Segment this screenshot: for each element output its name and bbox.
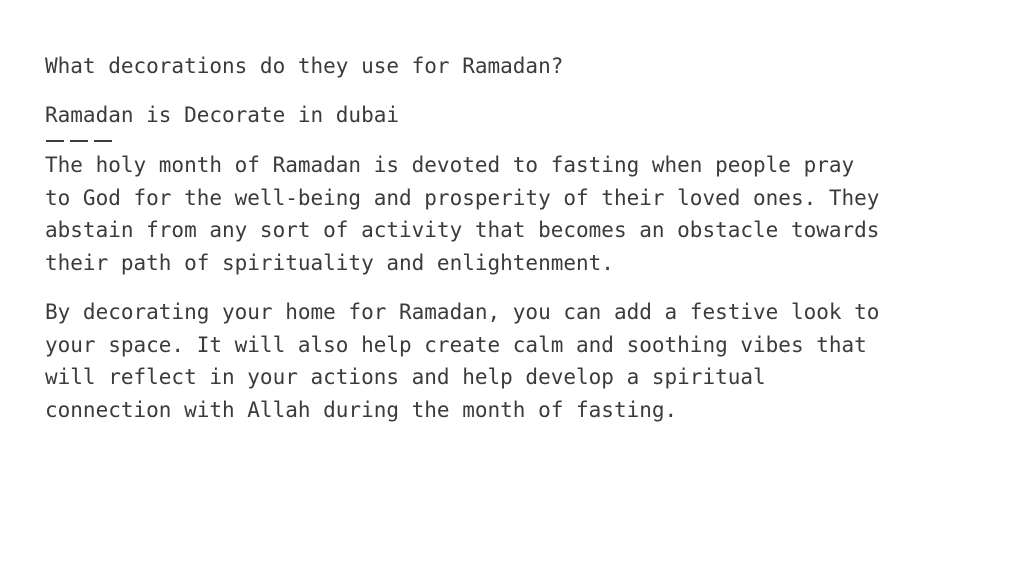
paragraph-line: to God for the well-being and prosperity of their loved ones. They — [45, 185, 880, 210]
paragraph-line: abstain from any sort of activity that becomes an obstacle towards — [45, 218, 880, 243]
underline-dash — [94, 140, 112, 142]
paragraph-1 — [45, 149, 879, 280]
question-text: What decorations do they use for Ramadan? — [45, 54, 564, 78]
underline-dash — [46, 140, 64, 142]
paragraph-line: The holy month of Ramadan is devoted to fasting when people pray — [45, 153, 855, 177]
paragraph-line: your space. It will also help create calm and soothing vibes that — [45, 332, 867, 357]
section-heading: Ramadan is Decorate in dubai — [45, 103, 400, 127]
paragraph-line: their path of spirituality and enlightenment. — [45, 251, 614, 276]
paragraph-line: will reflect in your actions and help develop a spiritual — [45, 365, 766, 390]
underline-dash — [70, 140, 88, 142]
heading-underline — [46, 140, 112, 143]
paragraph-line: By decorating your home for Ramadan, you can add a festive look to — [45, 300, 880, 324]
paragraph-line: connection with Allah during the month of fasting. — [45, 398, 678, 423]
paragraph-2 — [45, 296, 879, 427]
